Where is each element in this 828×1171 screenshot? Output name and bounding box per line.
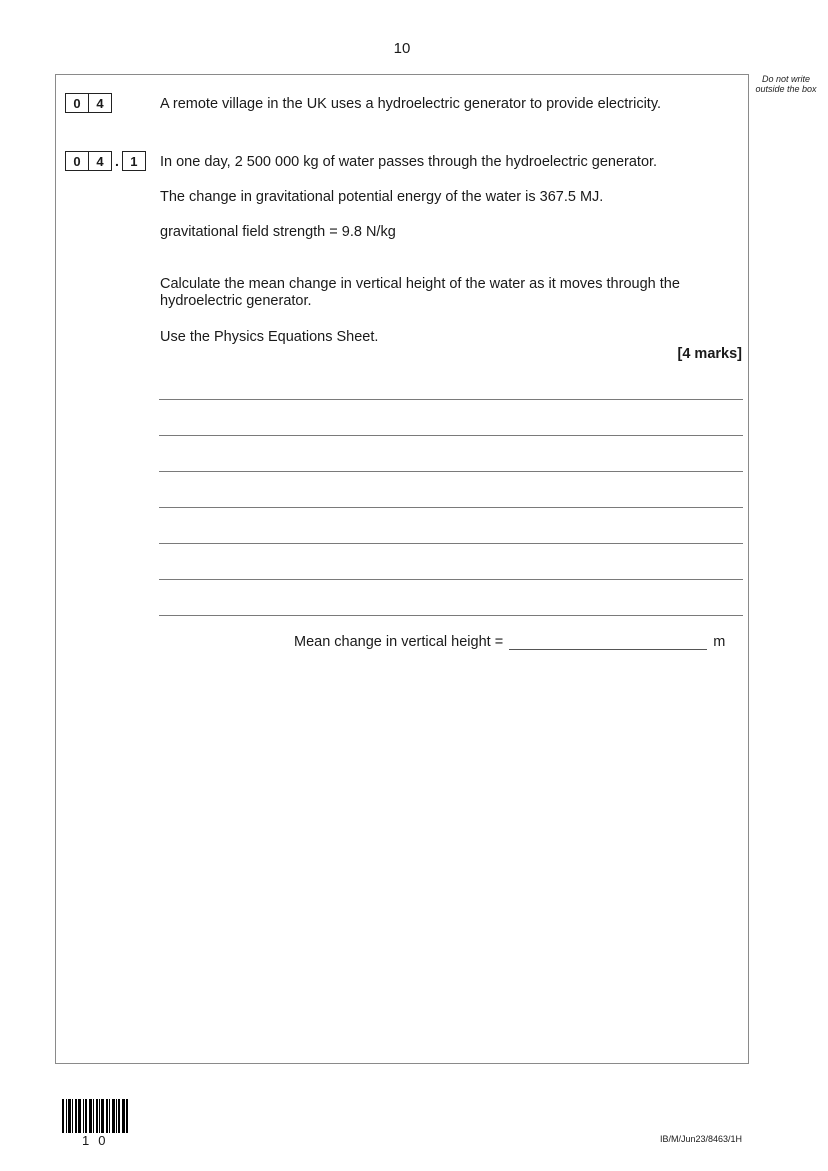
- sub-question-box: [122, 151, 146, 171]
- answer-line[interactable]: [159, 543, 743, 544]
- margin-note: Do not write outside the box: [755, 74, 817, 94]
- question-digit: 0: [73, 153, 81, 169]
- final-answer-label: Mean change in vertical height =: [294, 634, 504, 650]
- question-digit: 4: [88, 94, 111, 112]
- question-text-mass: In one day, 2 500 000 kg of water passes through the hydroelectric generator.: [160, 154, 658, 170]
- barcode-number: 10: [82, 1133, 115, 1148]
- final-answer-row: [294, 633, 725, 650]
- answer-line[interactable]: [159, 615, 743, 616]
- question-number-04: [65, 93, 112, 113]
- paper-code: IB/M/Jun23/8463/1H: [660, 1134, 743, 1144]
- question-separator: .: [115, 153, 119, 169]
- sub-question-digit: 1: [130, 153, 138, 169]
- question-instruction: Calculate the mean change in vertical height of the water as it moves through the hydroelectric generator.: [160, 276, 680, 309]
- answer-line[interactable]: [159, 471, 743, 472]
- final-answer-unit: m: [713, 634, 726, 650]
- final-answer-field[interactable]: [509, 633, 707, 650]
- marks-label: [4 marks]: [677, 346, 742, 362]
- question-equations-note: Use the Physics Equations Sheet.: [160, 329, 379, 345]
- answer-line[interactable]: [159, 399, 743, 400]
- question-number-04-1: [65, 151, 146, 171]
- barcode-icon: [62, 1099, 128, 1133]
- question-number-box: [65, 93, 112, 113]
- question-text-energy: The change in gravitational potential energy of the water is 367.5 MJ.: [160, 189, 604, 205]
- question-digit: 4: [88, 152, 111, 170]
- answer-line[interactable]: [159, 579, 743, 580]
- answer-line[interactable]: [159, 507, 743, 508]
- question-digit: 0: [73, 95, 81, 111]
- question-number-box: [65, 151, 112, 171]
- question-text-gfs: gravitational field strength = 9.8 N/kg: [160, 224, 396, 240]
- page-number: 10: [393, 40, 411, 57]
- answer-line[interactable]: [159, 435, 743, 436]
- answer-box-border: [55, 74, 749, 1064]
- question-stem: A remote village in the UK uses a hydroelectric generator to provide electricity.: [160, 96, 662, 112]
